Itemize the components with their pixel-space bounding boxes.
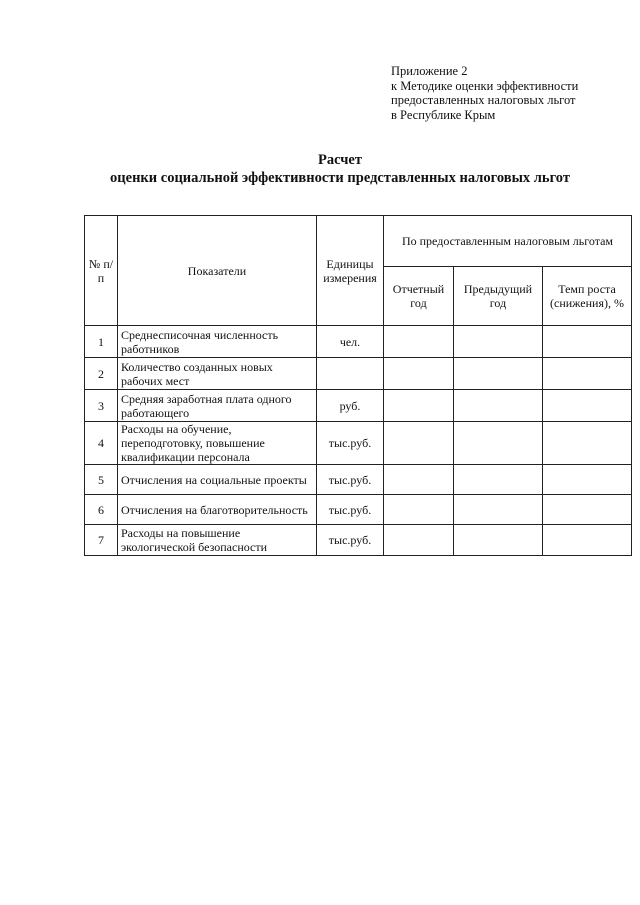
cell-previous [454, 326, 543, 358]
appendix-line-2: к Методике оценки эффективности [391, 78, 579, 93]
cell-growth [543, 525, 632, 556]
cell-reporting [384, 525, 454, 556]
row-number: 5 [85, 465, 118, 495]
row-unit [317, 358, 384, 390]
row-unit: тыс.руб. [317, 525, 384, 556]
row-indicator: Расходы на обучение, переподготовку, повышение квалификации персонала [118, 422, 317, 465]
table-row [85, 326, 632, 358]
table-row [85, 465, 632, 495]
cell-reporting [384, 465, 454, 495]
calculation-table [84, 215, 632, 556]
appendix-note [391, 64, 578, 122]
row-number: 2 [85, 358, 118, 390]
row-indicator: Средняя заработная плата одного работающего [118, 390, 317, 422]
row-indicator: Среднесписочная численность работников [118, 326, 317, 358]
row-indicator: Отчисления на социальные проекты [118, 465, 317, 495]
row-unit: руб. [317, 390, 384, 422]
header-growth-rate: Темп роста (снижения), % [543, 267, 632, 326]
document-subtitle: оценки социальной эффективности представленных налоговых льгот [110, 170, 570, 186]
row-unit: тыс.руб. [317, 422, 384, 465]
header-indicators: Показатели [118, 216, 317, 326]
header-reporting-year: Отчетный год [384, 267, 454, 326]
cell-reporting [384, 422, 454, 465]
row-unit: чел. [317, 326, 384, 358]
cell-growth [543, 465, 632, 495]
table-row [85, 358, 632, 390]
cell-previous [454, 358, 543, 390]
row-unit: тыс.руб. [317, 495, 384, 525]
cell-previous [454, 495, 543, 525]
row-number: 1 [85, 326, 118, 358]
cell-reporting [384, 326, 454, 358]
cell-reporting [384, 358, 454, 390]
cell-growth [543, 422, 632, 465]
cell-previous [454, 525, 543, 556]
header-units: Единицы измерения [317, 216, 384, 326]
row-number: 6 [85, 495, 118, 525]
row-number: 3 [85, 390, 118, 422]
row-number: 4 [85, 422, 118, 465]
header-tax-benefits-group: По предоставленным налоговым льготам [384, 216, 632, 267]
cell-previous [454, 422, 543, 465]
cell-reporting [384, 495, 454, 525]
row-unit: тыс.руб. [317, 465, 384, 495]
table-row [85, 390, 632, 422]
row-indicator: Количество созданных новых рабочих мест [118, 358, 317, 390]
table-row [85, 422, 632, 465]
appendix-line-1: Приложение 2 [391, 64, 468, 78]
header-previous-year: Предыдущий год [454, 267, 543, 326]
header-number: № п/п [85, 216, 118, 326]
table-row [85, 525, 632, 556]
cell-growth [543, 495, 632, 525]
appendix-line-4: в Республике Крым [391, 107, 496, 122]
row-indicator: Расходы на повышение экологической безопасности [118, 525, 317, 556]
row-indicator: Отчисления на благотворительность [118, 495, 317, 525]
table-row [85, 495, 632, 525]
cell-previous [454, 465, 543, 495]
cell-growth [543, 326, 632, 358]
cell-growth [543, 358, 632, 390]
document-title: Расчет [318, 152, 362, 168]
cell-growth [543, 390, 632, 422]
cell-previous [454, 390, 543, 422]
appendix-line-3: предоставленных налоговых льгот [391, 93, 576, 107]
cell-reporting [384, 390, 454, 422]
row-number: 7 [85, 525, 118, 556]
